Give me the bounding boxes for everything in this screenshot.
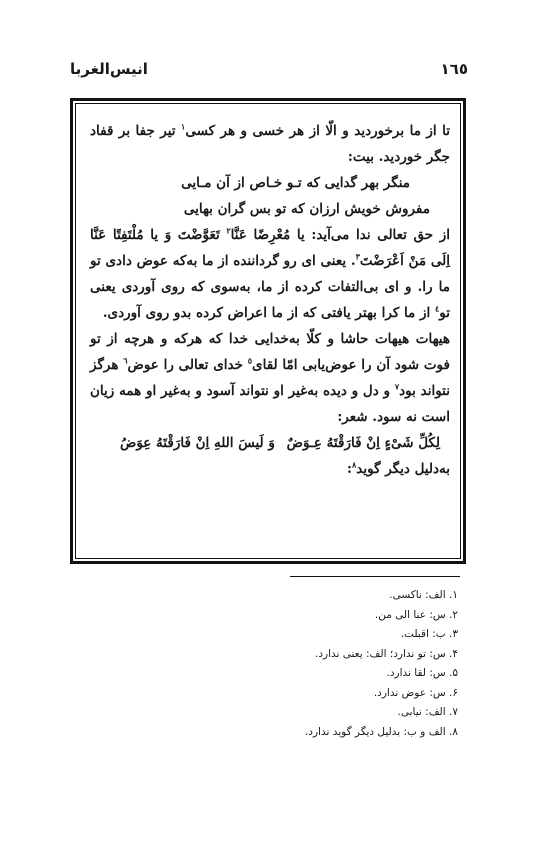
text-run: تا از ما برخوردید و الّا از هر خسی و هر کسی	[185, 123, 450, 139]
footnote: ۶. س: عوض ندارد.	[373, 686, 458, 699]
verse-line-2: مفروش خویش ارزان که تو بس گران بهایی	[183, 201, 430, 217]
footnote-marker: ٢	[226, 225, 231, 236]
footnote: ۴. س: تو ندارد؛ الف: یعنی ندارد.	[314, 647, 458, 660]
footnotes	[158, 586, 458, 742]
footnote-marker: ٧	[394, 381, 400, 392]
text-run: :	[346, 461, 352, 477]
arabic-verse	[120, 430, 440, 456]
footnote-marker: ٤	[434, 303, 440, 314]
arabic-hemistich-1: لِکُلِّ شَیْءٍ اِنْ فَارَقْتَهُ عِـوَضٌ	[286, 435, 440, 451]
footnote: ٨. الف و ب: بدلیل دیگر گوید ندارد.	[304, 725, 458, 738]
footnote-marker: ٦	[123, 355, 128, 366]
page-header	[70, 60, 468, 84]
footnote: ٢. س: عنا الی من.	[374, 608, 458, 621]
footnote-marker: ٣	[355, 251, 360, 262]
paragraph-2	[90, 222, 450, 326]
footnote-marker: ٥	[247, 355, 253, 366]
footnote: ٣. ب: اقبلت.	[400, 628, 458, 640]
footnote-marker: ٨	[351, 459, 357, 470]
text-run: هیهات هیهات حاشا و کلّا به‌خدایی خدا که هرکه و هرچه از تو فوت شود آن را عوض‌یابی امّا لقای	[90, 331, 450, 373]
paragraph-3	[90, 326, 450, 430]
running-title: انیس‌الغربا	[70, 60, 148, 78]
text-run: خدای تعالی را عوض	[127, 357, 248, 373]
verse-line-1: منگر بهر گدایی که تـو خـاص از آن مـایی	[181, 175, 410, 191]
body-text	[90, 118, 450, 482]
text-run: تَعَوَّضْتَ وَ یا مُلْتَفِتًا عَنَّا اِلَی مَنْ اَعْرَضْتَ	[90, 227, 450, 269]
text-run: . یعنی ای رو گرداننده از ما به‌که عوض دادی تو ما را. و ای بی‌التفات کرده از ما، به‌سوی که روی آوردی یعنی تو	[90, 253, 450, 321]
text-run: هرگز نتواند بود	[90, 357, 451, 399]
footnote: ١. الف: ناکسی.	[389, 589, 458, 601]
footnote-divider	[290, 576, 460, 577]
text-run: به‌دلیل دیگر گوید	[356, 461, 450, 477]
arabic-hemistich-2: وَ لَیسَ اللهِ اِنْ فَارَقْتَهُ عِوَضُ	[120, 435, 275, 451]
footnote: ٧. الف: نیابی.	[397, 706, 458, 718]
text-run: از حق تعالی ندا می‌آید: یا مُعْرِضًا عَنَّا	[230, 227, 451, 243]
text-run: از ما کرا بهتر یافتی که از ما اعراض کرده بدو روی آوردی.	[102, 305, 435, 321]
paragraph-1	[90, 118, 450, 170]
text-run: و دل و دیده به‌غیر او نتواند آسود و به‌غیر او همه زیان است نه سود. شعر:	[90, 383, 450, 425]
footnote-marker: ١	[181, 121, 186, 132]
page-number: ١٦٥	[440, 60, 468, 78]
text-run: تیر جفا بر قفاد جگر خوردید. بیت:	[90, 123, 450, 165]
footnote: ۵. س: لقا ندارد.	[386, 667, 458, 679]
paragraph-4	[90, 456, 450, 482]
